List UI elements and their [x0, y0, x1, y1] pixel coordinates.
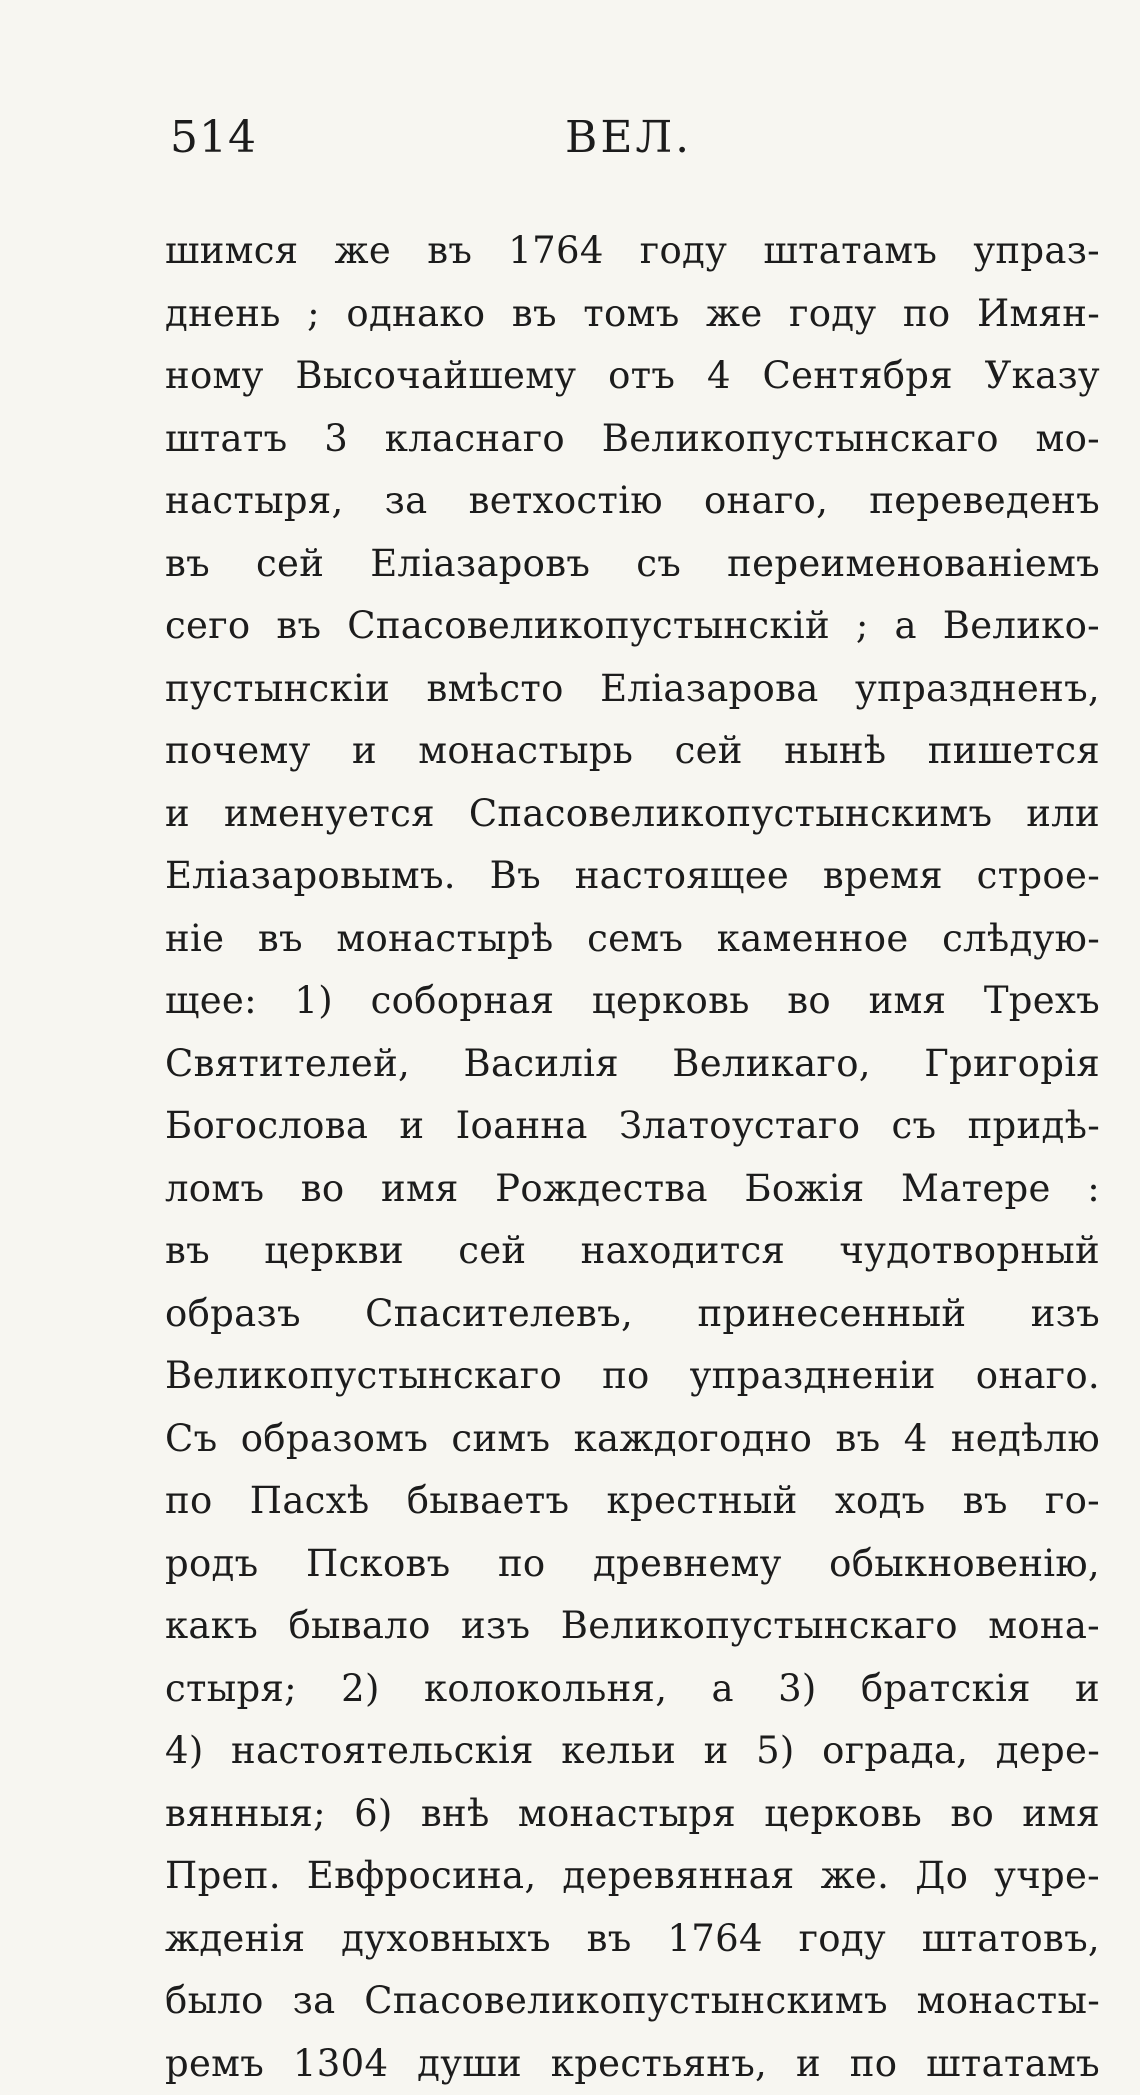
- text-line: въ сей Еліазаровъ съ переименованіемъ: [165, 533, 1100, 596]
- text-line: Преп. Евфросина, деревянная же. До учре-: [165, 1845, 1100, 1908]
- page-header: [170, 112, 1000, 182]
- text-line: сего въ Спасовеликопустынскій ; а Велико-: [165, 595, 1100, 658]
- text-line: Великопустынскаго по упраздненіи онаго.: [165, 1345, 1100, 1408]
- text-line: Еліазаровымъ. Въ настоящее время строе-: [165, 845, 1100, 908]
- text-line: ремъ 1304 души крестьянъ, и по штатамъ: [165, 2033, 1100, 2095]
- text-line: въ церкви сей находится чудотворный: [165, 1220, 1100, 1283]
- text-line: Съ образомъ симъ каждогодно въ 4 недѣлю: [165, 1408, 1100, 1471]
- text-line: щее: 1) соборная церковь во имя Трехъ: [165, 970, 1100, 1033]
- text-line: ломъ во имя Рождества Божія Матере :: [165, 1158, 1100, 1221]
- text-line: Святителей, Василія Великаго, Григорія: [165, 1033, 1100, 1096]
- running-head: ВЕЛ.: [565, 112, 692, 163]
- text-line: родъ Псковъ по древнему обыкновенію,: [165, 1533, 1100, 1596]
- text-line: ніе въ монастырѣ семъ каменное слѣдую-: [165, 908, 1100, 971]
- text-line: было за Спасовеликопустынскимъ монасты-: [165, 1970, 1100, 2033]
- page-number: 514: [170, 112, 257, 163]
- text-line: днень ; однако въ томъ же году по Имян-: [165, 283, 1100, 346]
- text-line: какъ бывало изъ Великопустынскаго мона-: [165, 1595, 1100, 1658]
- text-line: жденія духовныхъ въ 1764 году штатовъ,: [165, 1908, 1100, 1971]
- text-line: стыря; 2) колокольня, а 3) братскія и: [165, 1658, 1100, 1721]
- text-line: образъ Спасителевъ, принесенный изъ: [165, 1283, 1100, 1346]
- text-line: ному Высочайшему отъ 4 Сентября Указу: [165, 345, 1100, 408]
- text-line: почему и монастырь сей нынѣ пишется: [165, 720, 1100, 783]
- text-line: шимся же въ 1764 году штатамъ упраз-: [165, 220, 1100, 283]
- text-line: настыря, за ветхостію онаго, переведенъ: [165, 470, 1100, 533]
- text-line: 4) настоятельскія кельи и 5) ограда, дере-: [165, 1720, 1100, 1783]
- text-line: и именуется Спасовеликопустынскимъ или: [165, 783, 1100, 846]
- text-line: вянныя; 6) внѣ монастыря церковь во имя: [165, 1783, 1100, 1846]
- text-line: штатъ 3 класнаго Великопустынскаго мо-: [165, 408, 1100, 471]
- text-line: Богослова и Іоанна Златоустаго съ придѣ-: [165, 1095, 1100, 1158]
- text-line: по Пасхѣ бываетъ крестный ходъ въ го-: [165, 1470, 1100, 1533]
- text-line: пустынскіи вмѣсто Еліазарова упраздненъ,: [165, 658, 1100, 721]
- body-text: [165, 220, 1100, 2095]
